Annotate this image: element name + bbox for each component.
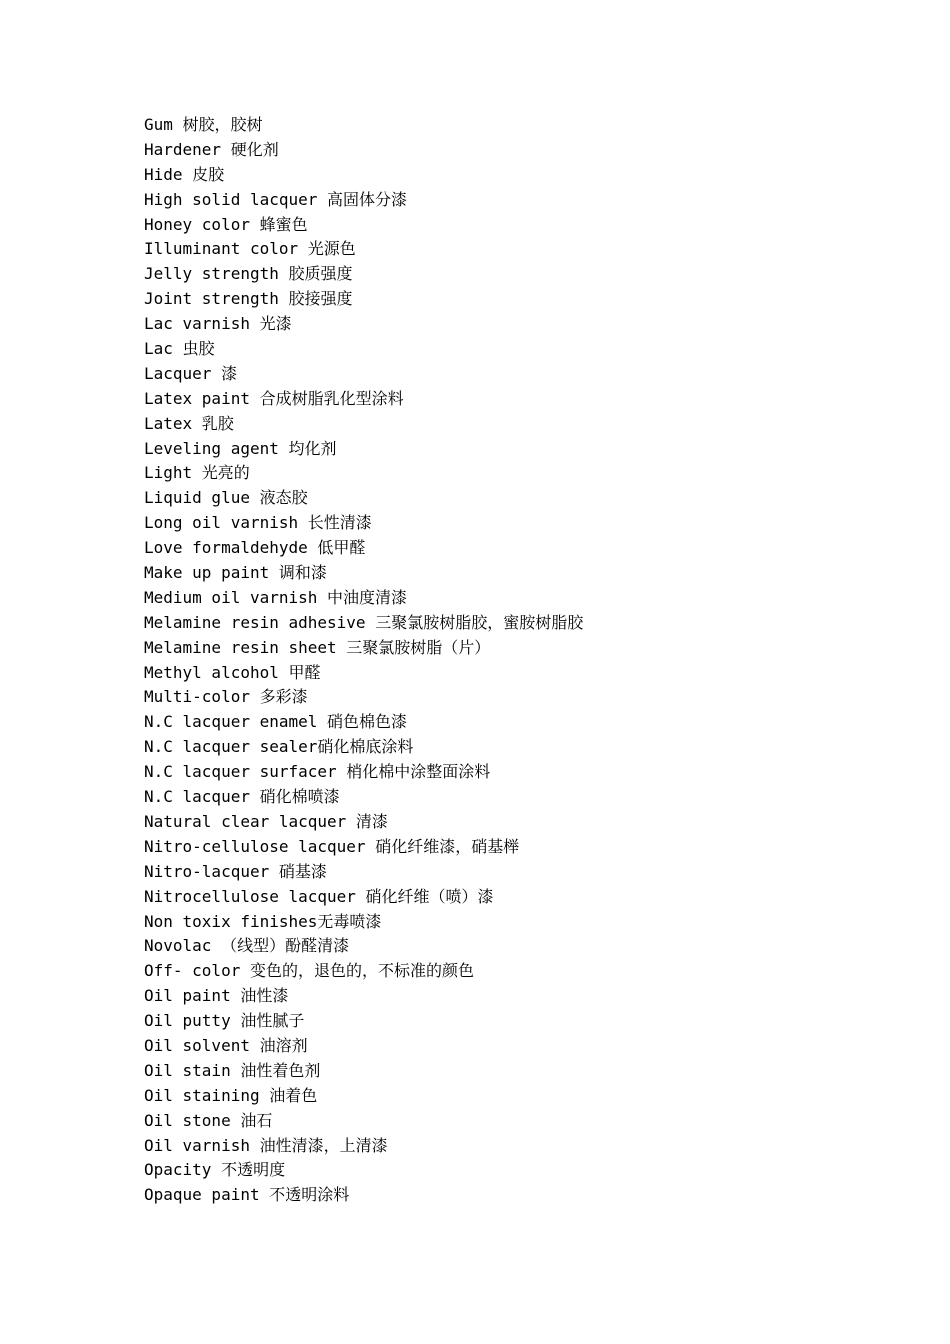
glossary-entry: Leveling agent 均化剂 bbox=[144, 438, 337, 458]
glossary-entry: Jelly strength 胶质强度 bbox=[144, 264, 353, 284]
glossary-entry: Non toxix finishes无毒喷漆 bbox=[144, 911, 382, 931]
glossary-entry: Oil staining 油着色 bbox=[144, 1085, 318, 1105]
glossary-entry: Nitrocellulose lacquer 硝化纤维（喷）漆 bbox=[144, 886, 494, 906]
glossary-entry: Nitro-cellulose lacquer 硝化纤维漆，硝基榉 bbox=[144, 836, 520, 856]
glossary-entry: Hardener 硬化剂 bbox=[144, 139, 279, 159]
glossary-entry: Opacity 不透明度 bbox=[144, 1160, 286, 1180]
glossary-entry: Oil stain 油性着色剂 bbox=[144, 1060, 321, 1080]
glossary-entry: N.C lacquer 硝化棉喷漆 bbox=[144, 787, 340, 807]
glossary-entry: Joint strength 胶接强度 bbox=[144, 289, 353, 309]
glossary-entry: Make up paint 调和漆 bbox=[144, 563, 327, 583]
glossary-entry: Latex 乳胶 bbox=[144, 413, 234, 433]
glossary-entry: Melamine resin adhesive 三聚氯胺树脂胶，蜜胺树脂胶 bbox=[144, 612, 584, 632]
glossary-entry: Oil varnish 油性清漆，上清漆 bbox=[144, 1135, 388, 1155]
glossary-entry: Long oil varnish 长性清漆 bbox=[144, 513, 372, 533]
glossary-entry: Oil stone 油石 bbox=[144, 1110, 273, 1130]
glossary-entry: N.C lacquer enamel 硝色棉色漆 bbox=[144, 712, 408, 732]
glossary-entry: Liquid glue 液态胶 bbox=[144, 488, 308, 508]
glossary-entry: Medium oil varnish 中油度清漆 bbox=[144, 587, 408, 607]
glossary-entry: Methyl alcohol 甲醛 bbox=[144, 662, 321, 682]
glossary-entry: High solid lacquer 高固体分漆 bbox=[144, 189, 408, 209]
glossary-entry: Off- color 变色的，退色的，不标准的颜色 bbox=[144, 961, 474, 981]
glossary-entry: Lac varnish 光漆 bbox=[144, 314, 292, 334]
glossary-entry: Hide 皮胶 bbox=[144, 164, 225, 184]
glossary-entry: Lac 虫胶 bbox=[144, 339, 215, 359]
glossary-entry: Gum 树胶，胶树 bbox=[144, 115, 263, 134]
glossary-entry: Oil solvent 油溶剂 bbox=[144, 1035, 308, 1055]
glossary-entry: N.C lacquer sealer硝化棉底涂料 bbox=[144, 737, 414, 757]
glossary-entry: Latex paint 合成树脂乳化型涂料 bbox=[144, 388, 404, 408]
glossary-list bbox=[144, 113, 583, 1208]
glossary-entry: Love formaldehyde 低甲醛 bbox=[144, 538, 366, 558]
glossary-entry: Illuminant color 光源色 bbox=[144, 239, 356, 259]
glossary-entry: N.C lacquer surfacer 梢化棉中涂整面涂料 bbox=[144, 762, 491, 782]
glossary-entry: Multi-color 多彩漆 bbox=[144, 687, 308, 707]
glossary-entry: Natural clear lacquer 清漆 bbox=[144, 811, 388, 831]
glossary-entry: Novolac （线型）酚醛清漆 bbox=[144, 936, 350, 956]
glossary-entry: Melamine resin sheet 三聚氯胺树脂（片） bbox=[144, 637, 491, 657]
glossary-entry: Oil paint 油性漆 bbox=[144, 986, 289, 1006]
glossary-entry: Opaque paint 不透明涂料 bbox=[144, 1185, 350, 1205]
glossary-entry: Oil putty 油性腻子 bbox=[144, 1011, 305, 1031]
glossary-entry: Lacquer 漆 bbox=[144, 363, 238, 383]
glossary-entry: Honey color 蜂蜜色 bbox=[144, 214, 308, 234]
glossary-entry: Light 光亮的 bbox=[144, 463, 250, 483]
glossary-entry: Nitro-lacquer 硝基漆 bbox=[144, 861, 327, 881]
